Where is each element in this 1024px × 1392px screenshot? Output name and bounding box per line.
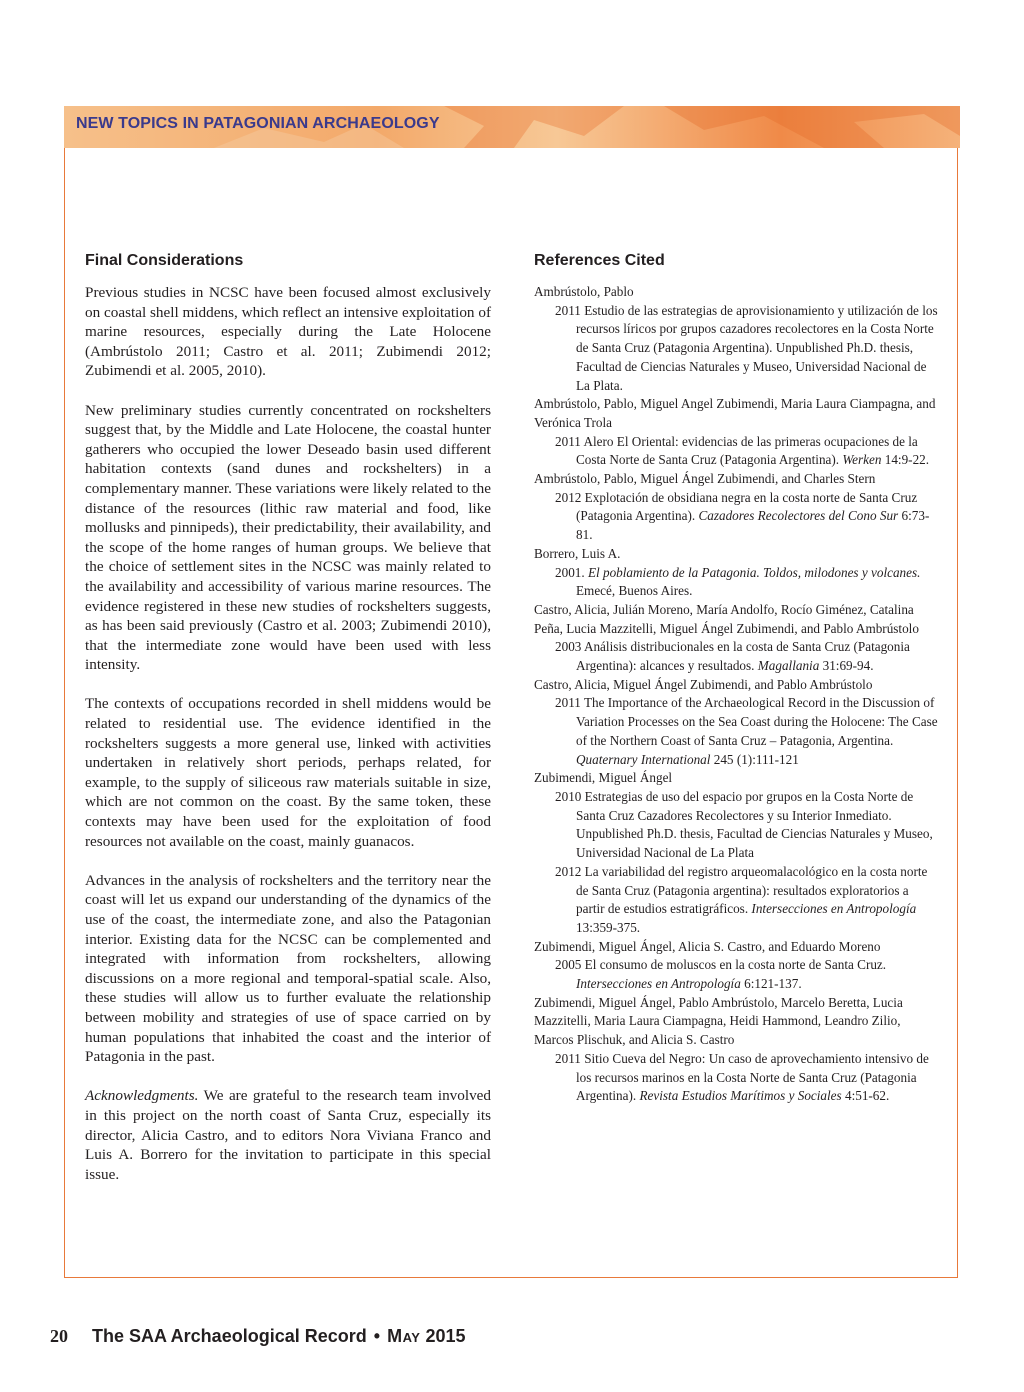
reference-journal: Quaternary International [576,751,711,767]
paragraph: New preliminary studies currently concentrated on rockshelters suggest that, by the Middle and Late Holocene, the coastal hunter gatherers who occupied the lower Deseado basin used different habitation contexts (sand dunes and rockshelters) in a complementary manner. These variations were likely related to the distance of the resources (lithic raw material and food, like mollusks and pinnipeds), their predictability, their availability, and the scope of the home ranges of human groups. We believe that the choice of settlement sites in the NCSC was mainly related to the availability and accessibility of various marine resources. The evidence registered in these new studies of rockshelters suggests, as has been said previously (Castro et al. 2003; Zubimendi 2010), that the intermediate zone would have been used with less intensity. [85,401,491,674]
reference-entry [555,638,938,675]
reference-entry [555,433,938,470]
reference-journal: El poblamiento de la Patagonia. Toldos, milodones y volcanes. [587,564,921,580]
reference-entry [555,489,938,545]
reference-year: 2012 [555,489,582,505]
reference-author: Ambrústolo, Pablo, Miguel Ángel Zubimendi, and Charles Stern [534,471,876,487]
acknowledgments-label: Acknowledgments. [85,1087,199,1105]
reference-journal: Intersecciones en Antropología [576,976,741,992]
reference-volume: 13:359-375. [576,919,641,935]
reference-author: Ambrústolo, Pablo, Miguel Angel Zubimendi, Maria Laura Ciampagna, and Verónica Trola [534,396,936,430]
reference-year: 2005 [555,957,582,973]
acknowledgments-paragraph [85,1086,491,1184]
reference-text: El consumo de moluscos en la costa norte de Santa Cruz. [581,957,887,973]
reference-text: Análisis distribucionales en la costa de Santa Cruz (Patagonia Argentina): alcances y resultados. [576,639,910,674]
references-heading: References Cited [534,252,665,269]
reference-year: 2003 [555,639,582,655]
reference-year: 2011 [555,695,581,711]
reference-list [534,283,938,1106]
reference-volume: Emecé, Buenos Aires. [576,583,693,599]
reference-volume: 6:121-137. [740,976,802,992]
paragraph: Previous studies in NCSC have been focused almost exclusively on coastal shell middens, which reflect an intensive exploitation of marine resources, especially during the Late Holocene (Ambrústolo 2011; Castro et al. 2011; Zubimendi 2012; Zubimendi et al. 2005, 2010). [85,284,491,380]
reference-author: Zubimendi, Miguel Ángel [534,770,673,786]
section-banner [64,106,960,148]
reference-author: Zubimendi, Miguel Ángel, Pablo Ambrústolo, Marcelo Beretta, Lucia Mazzitelli, Maria Laura Ciampagna, Heidi Hammond, Leandro Zilio, Marcos Plischuk, and Alicia S. Castro [534,994,903,1048]
reference-year: 2012 [555,863,582,879]
reference-entry [555,564,938,601]
reference-journal: Revista Estudios Marítimos y Sociales [639,1088,842,1104]
reference-text: Alero El Oriental: evidencias de las primeras ocupaciones de la Costa Norte de Santa Cruz (Patagonia Argentina). [576,433,918,468]
reference-journal: Werken [842,452,882,468]
reference-year: 2010 [555,788,582,804]
acknowledgments-text: We are grateful to the research team involved in this project on the north coast of Santa Cruz, especially its director, Alicia Castro, and to editors Nora Viviana Franco and Luis A. Borrero for the invitation to participate in this special issue. [85,1087,491,1183]
final-considerations-heading: Final Considerations [85,252,244,269]
reference-author: Ambrústolo, Pablo [534,284,634,299]
reference-text: La variabilidad del registro arqueomalacológico en la costa norte de Santa Cruz (Patagonia argentina): resultados exploratorios a partir de estudios estratigráficos. [576,863,928,917]
reference-year: 2001. [555,564,585,580]
final-considerations-column [85,252,491,1204]
reference-entry [555,1050,938,1106]
reference-author: Borrero, Luis A. [534,545,621,561]
reference-year: 2011 [555,302,581,318]
page-number: 20 [50,1326,68,1346]
issue-month: May [387,1326,421,1346]
reference-volume: 14:9-22. [881,452,930,468]
reference-entry [555,302,938,396]
reference-volume: 4:51-62. [841,1088,890,1104]
reference-text: Sitio Cueva del Negro: Un caso de aprovechamiento intensivo de los recursos marinos en la Costa Norte de Santa Cruz (Patagonia Argentina). [576,1050,929,1104]
page-footer [50,1326,466,1347]
journal-title: The SAA Archaeological Record [92,1326,367,1346]
reference-author: Zubimendi, Miguel Ángel, Alicia S. Castro, and Eduardo Moreno [534,938,881,954]
banner-title: NEW TOPICS IN PATAGONIAN ARCHAEOLOGY [76,115,440,132]
reference-volume: 6:73-81. [576,508,930,543]
reference-journal: Intersecciones en Antropología [751,901,917,917]
reference-entry [555,788,938,863]
reference-text: The Importance of the Archaeological Record in the Discussion of Variation Processes on the Sea Coast during the Holocene: The Case of the Northern Coast of Santa Cruz – Patagonia, Argentina. [576,695,938,748]
reference-volume: 245 (1):111-121 [710,751,799,767]
reference-entry [555,694,938,769]
reference-journal: Magallania [757,658,820,674]
paragraph: The contexts of occupations recorded in shell middens would be related to residential use. The evidence identified in the rockshelters suggests a more general use, linked with activities undertaken in relatively short periods, perhaps related, for example, to the supply of siliceous raw materials suitable in size, which are not common on the coast. By the same token, these contexts may have been used for the exploitation of food resources not available on the coast, mainly guanacos. [85,695,491,850]
paragraph: Advances in the analysis of rockshelters and the territory near the coast will let us expand our understanding of the dynamics of the use of the coast, the intermediate zone, and also the Patagonian interior. Existing data for the NCSC can be complemented and integrated with information from rockshelters, allowing discussions on a more regional and temporal-spatial scale. Also, these studies will allow us to further evaluate the relationship between mobility and strategies of use of space carried on by human populations that inhabited the coast and the interior of Patagonia in the past. [85,871,491,1066]
reference-volume: 31:69-94. [819,658,874,674]
reference-text: Estudio de las estrategias de aprovisionamiento y utilización de los recursos líricos por grupos cazadores recolectores en la Costa Norte de Santa Cruz (Patagonia Argentina). Unpublished Ph.D. thesis, Facultad de Ciencias Naturales y Museo, Universidad Nacional de La Plata. [576,302,938,393]
issue-year: 2015 [425,1326,466,1346]
reference-text: Explotación de obsidiana negra en la costa norte de Santa Cruz (Patagonia Argentina). [576,489,918,524]
reference-journal: Cazadores Recolectores del Cono Sur [698,508,899,524]
reference-year: 2011 [555,433,581,449]
references-column [534,252,938,1106]
reference-author: Castro, Alicia, Julián Moreno, María Andolfo, Rocío Giménez, Catalina Peña, Lucia Mazzitelli, Miguel Ángel Zubimendi, and Pablo Ambrústolo [534,601,919,636]
reference-entry [555,956,938,993]
reference-author: Castro, Alicia, Miguel Ángel Zubimendi, and Pablo Ambrústolo [534,676,873,692]
reference-year: 2011 [555,1050,581,1066]
reference-entry [555,863,938,938]
footer-bullet: • [373,1326,381,1346]
reference-text: Estrategias de uso del espacio por grupos en la Costa Norte de Santa Cruz Cazadores Recolectores y su Interior Inmediato. Unpublished Ph.D. thesis, Facultad de Ciencias Naturales y Museo, Universidad Nacional de La Plata [576,788,933,861]
